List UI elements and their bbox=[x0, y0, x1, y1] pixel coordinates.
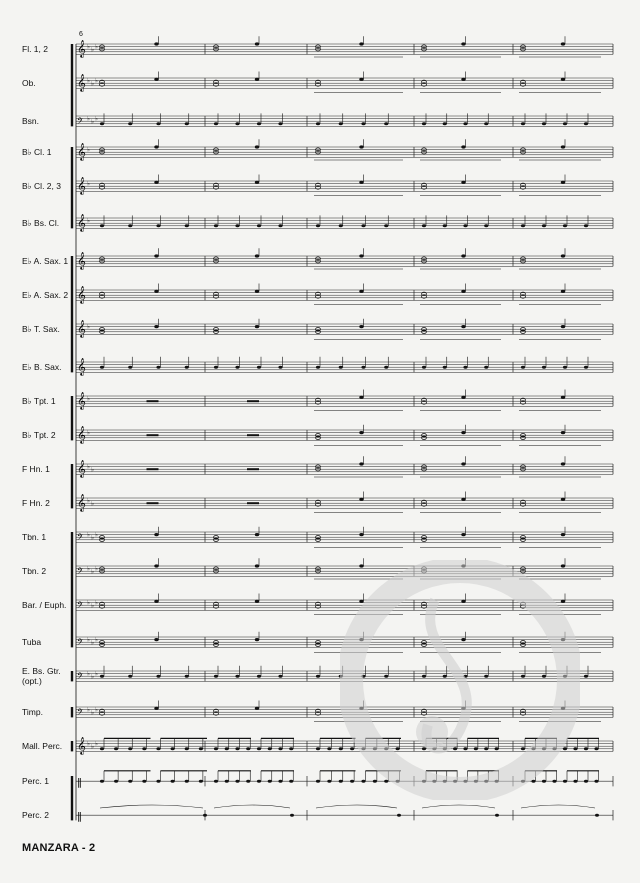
note bbox=[361, 747, 365, 750]
staff bbox=[76, 594, 613, 615]
note bbox=[463, 747, 467, 750]
note bbox=[278, 224, 282, 227]
note bbox=[350, 780, 354, 783]
note bbox=[316, 780, 320, 783]
note bbox=[214, 675, 218, 678]
clef-icon: 𝄞 bbox=[77, 459, 86, 478]
clef-icon: 𝄞 bbox=[77, 251, 86, 270]
note bbox=[214, 366, 218, 369]
note bbox=[443, 747, 447, 750]
flat-icon: ♭ bbox=[87, 740, 90, 748]
note bbox=[289, 747, 293, 750]
staff bbox=[76, 113, 613, 128]
note bbox=[128, 366, 132, 369]
note bbox=[128, 122, 132, 125]
note bbox=[339, 366, 343, 369]
flat-icon: ♭ bbox=[95, 599, 98, 607]
measure-number: 6 bbox=[79, 31, 83, 38]
instrument-label: Tbn. 2 bbox=[22, 566, 47, 577]
note bbox=[542, 675, 546, 678]
note bbox=[573, 747, 577, 750]
staff bbox=[76, 701, 613, 722]
note bbox=[339, 747, 343, 750]
clef-icon: ‖ bbox=[77, 777, 82, 789]
note bbox=[199, 747, 203, 750]
note bbox=[422, 675, 426, 678]
note bbox=[384, 747, 388, 750]
note bbox=[432, 747, 436, 750]
flat-icon: ♭ bbox=[87, 531, 90, 539]
note bbox=[361, 366, 365, 369]
note bbox=[552, 780, 556, 783]
flat-icon: ♭ bbox=[87, 217, 90, 225]
note bbox=[257, 780, 261, 783]
note bbox=[257, 122, 261, 125]
staff bbox=[76, 248, 613, 269]
note bbox=[594, 780, 598, 783]
flat-icon: ♭ bbox=[91, 46, 94, 54]
staff bbox=[76, 771, 613, 789]
note bbox=[156, 366, 160, 369]
staff bbox=[76, 425, 613, 446]
note bbox=[521, 224, 525, 227]
clef-icon: 𝄞 bbox=[77, 391, 86, 410]
flat-icon: ♭ bbox=[87, 706, 90, 714]
flat-icon: ♭ bbox=[91, 709, 94, 717]
flat-icon: ♭ bbox=[91, 500, 94, 508]
instrument-label: Mall. Perc. bbox=[22, 741, 63, 752]
note bbox=[214, 224, 218, 227]
note bbox=[316, 675, 320, 678]
note bbox=[563, 366, 567, 369]
note bbox=[495, 780, 499, 783]
note bbox=[584, 224, 588, 227]
flat-icon: ♭ bbox=[87, 180, 90, 188]
note bbox=[422, 747, 426, 750]
note bbox=[531, 747, 535, 750]
staff bbox=[76, 666, 613, 684]
note bbox=[432, 780, 436, 783]
page-footer: MANZARA - 2 bbox=[22, 842, 96, 854]
instrument-label: B♭ Tpt. 2 bbox=[22, 430, 56, 441]
instrument-label: Bar. / Euph. bbox=[22, 600, 67, 611]
note bbox=[422, 122, 426, 125]
note bbox=[339, 675, 343, 678]
flat-icon: ♭ bbox=[91, 80, 94, 88]
note bbox=[339, 224, 343, 227]
clef-icon: 𝄢 bbox=[77, 601, 84, 613]
flat-icon: ♭ bbox=[87, 395, 90, 403]
staff bbox=[76, 213, 613, 231]
staff bbox=[76, 284, 613, 305]
note bbox=[100, 747, 104, 750]
flat-icon: ♭ bbox=[95, 531, 98, 539]
note bbox=[156, 780, 160, 783]
note bbox=[422, 224, 426, 227]
note bbox=[521, 780, 525, 783]
note bbox=[171, 747, 175, 750]
clef-icon: 𝄞 bbox=[77, 142, 86, 161]
note bbox=[142, 747, 146, 750]
note bbox=[316, 366, 320, 369]
note bbox=[156, 747, 160, 750]
note bbox=[495, 747, 499, 750]
instrument-label: Perc. 1 bbox=[22, 776, 49, 787]
flat-icon: ♭ bbox=[95, 706, 98, 714]
note bbox=[128, 675, 132, 678]
note bbox=[396, 780, 400, 783]
note bbox=[573, 780, 577, 783]
flat-icon: ♭ bbox=[91, 568, 94, 576]
note bbox=[584, 747, 588, 750]
note bbox=[384, 224, 388, 227]
staff bbox=[76, 492, 613, 513]
note bbox=[422, 780, 426, 783]
note bbox=[114, 780, 118, 783]
note bbox=[361, 224, 365, 227]
flat-icon: ♭ bbox=[91, 602, 94, 610]
note bbox=[316, 747, 320, 750]
note bbox=[422, 366, 426, 369]
clef-icon: 𝄢 bbox=[77, 533, 84, 545]
staff bbox=[76, 390, 613, 411]
flat-icon: ♭ bbox=[87, 146, 90, 154]
note bbox=[474, 747, 478, 750]
note bbox=[463, 366, 467, 369]
staff bbox=[76, 139, 613, 160]
flat-icon: ♭ bbox=[91, 118, 94, 126]
staff bbox=[76, 72, 613, 93]
note bbox=[521, 675, 525, 678]
note bbox=[100, 366, 104, 369]
note bbox=[384, 780, 388, 783]
note bbox=[185, 224, 189, 227]
note bbox=[384, 122, 388, 125]
note bbox=[443, 224, 447, 227]
instrument-label: E♭ A. Sax. 1 bbox=[22, 256, 69, 267]
note bbox=[521, 122, 525, 125]
note bbox=[563, 122, 567, 125]
note bbox=[185, 747, 189, 750]
instrument-label: B♭ T. Sax. bbox=[22, 324, 60, 335]
note bbox=[100, 780, 104, 783]
instrument-label: B♭ Tpt. 1 bbox=[22, 396, 56, 407]
instrument-label: Ob. bbox=[22, 78, 36, 89]
note bbox=[443, 122, 447, 125]
note bbox=[257, 224, 261, 227]
flat-icon: ♭ bbox=[95, 115, 98, 123]
clef-icon: 𝄢 bbox=[77, 672, 84, 684]
instrument-label: Timp. bbox=[22, 707, 43, 718]
note bbox=[396, 747, 400, 750]
note bbox=[563, 224, 567, 227]
staff bbox=[76, 558, 613, 579]
clef-icon: 𝄞 bbox=[77, 493, 86, 512]
note bbox=[339, 780, 343, 783]
note bbox=[474, 780, 478, 783]
flat-icon: ♭ bbox=[87, 463, 90, 471]
note bbox=[171, 780, 175, 783]
note bbox=[235, 780, 239, 783]
note bbox=[235, 675, 239, 678]
staff bbox=[76, 632, 613, 653]
clef-icon: 𝄢 bbox=[77, 117, 84, 129]
note bbox=[373, 780, 377, 783]
note bbox=[278, 366, 282, 369]
note bbox=[278, 747, 282, 750]
note bbox=[384, 675, 388, 678]
flat-icon: ♭ bbox=[91, 673, 94, 681]
note bbox=[235, 747, 239, 750]
note bbox=[484, 747, 488, 750]
note bbox=[278, 780, 282, 783]
flat-icon: ♭ bbox=[91, 743, 94, 751]
note bbox=[542, 366, 546, 369]
note bbox=[100, 122, 104, 125]
flat-icon: ♭ bbox=[95, 565, 98, 573]
note bbox=[289, 780, 293, 783]
note bbox=[316, 122, 320, 125]
note bbox=[443, 366, 447, 369]
flat-icon: ♭ bbox=[87, 599, 90, 607]
note bbox=[268, 747, 272, 750]
clef-icon: 𝄞 bbox=[77, 39, 86, 58]
clef-icon: 𝄞 bbox=[77, 73, 86, 92]
note bbox=[361, 675, 365, 678]
note bbox=[542, 224, 546, 227]
staff bbox=[76, 527, 613, 548]
note bbox=[443, 675, 447, 678]
flat-icon: ♭ bbox=[87, 636, 90, 644]
staff bbox=[76, 456, 613, 477]
note bbox=[361, 780, 365, 783]
instrument-label: Tuba bbox=[22, 637, 42, 648]
note bbox=[185, 675, 189, 678]
note bbox=[542, 780, 546, 783]
note bbox=[531, 780, 535, 783]
instrument-label: Fl. 1, 2 bbox=[22, 44, 48, 55]
note bbox=[361, 122, 365, 125]
note bbox=[128, 747, 132, 750]
instrument-label: B♭ Cl. 1 bbox=[22, 147, 52, 158]
instrument-label: Perc. 2 bbox=[22, 810, 49, 821]
note bbox=[156, 675, 160, 678]
note bbox=[278, 122, 282, 125]
clef-icon: 𝄞 bbox=[77, 285, 86, 304]
note bbox=[128, 780, 132, 783]
note bbox=[443, 780, 447, 783]
note bbox=[257, 366, 261, 369]
note bbox=[463, 780, 467, 783]
note bbox=[563, 675, 567, 678]
note bbox=[316, 224, 320, 227]
note bbox=[278, 675, 282, 678]
note bbox=[100, 224, 104, 227]
clef-icon: 𝄞 bbox=[77, 736, 86, 755]
flat-icon: ♭ bbox=[95, 636, 98, 644]
flat-icon: ♭ bbox=[87, 565, 90, 573]
note bbox=[214, 747, 218, 750]
note bbox=[463, 675, 467, 678]
note bbox=[563, 780, 567, 783]
note bbox=[185, 122, 189, 125]
staff bbox=[76, 175, 613, 196]
clef-icon: 𝄞 bbox=[77, 213, 86, 232]
note bbox=[373, 747, 377, 750]
instrument-label: B♭ Cl. 2, 3 bbox=[22, 181, 61, 192]
flat-icon: ♭ bbox=[87, 497, 90, 505]
note bbox=[484, 224, 488, 227]
clef-icon: ‖ bbox=[77, 811, 82, 823]
flat-icon: ♭ bbox=[87, 43, 90, 51]
flat-icon: ♭ bbox=[91, 534, 94, 542]
note bbox=[185, 780, 189, 783]
note bbox=[327, 780, 331, 783]
flat-icon: ♭ bbox=[95, 740, 98, 748]
note bbox=[199, 780, 203, 783]
note bbox=[268, 780, 272, 783]
note bbox=[350, 747, 354, 750]
note bbox=[521, 747, 525, 750]
note bbox=[114, 747, 118, 750]
note bbox=[584, 122, 588, 125]
note bbox=[257, 747, 261, 750]
flat-icon: ♭ bbox=[87, 77, 90, 85]
note bbox=[257, 675, 261, 678]
note bbox=[214, 122, 218, 125]
instrument-label: E. Bs. Gtr. (opt.) bbox=[22, 666, 61, 687]
instrument-label: Bsn. bbox=[22, 116, 40, 127]
note bbox=[246, 780, 250, 783]
instrument-label: E♭ A. Sax. 2 bbox=[22, 290, 69, 301]
note bbox=[142, 780, 146, 783]
instrument-label: B♭ Bs. Cl. bbox=[22, 218, 60, 229]
clef-icon: 𝄢 bbox=[77, 638, 84, 650]
staff bbox=[76, 736, 613, 754]
flat-icon: ♭ bbox=[91, 466, 94, 474]
note bbox=[246, 747, 250, 750]
flat-icon: ♭ bbox=[95, 43, 98, 51]
note bbox=[453, 747, 457, 750]
note bbox=[225, 780, 229, 783]
note bbox=[484, 122, 488, 125]
clef-icon: 𝄞 bbox=[77, 425, 86, 444]
flat-icon: ♭ bbox=[87, 670, 90, 678]
flat-icon: ♭ bbox=[87, 323, 90, 331]
flat-icon: ♭ bbox=[87, 115, 90, 123]
note bbox=[235, 122, 239, 125]
instrument-label: F Hn. 2 bbox=[22, 498, 50, 509]
note bbox=[128, 224, 132, 227]
note bbox=[484, 780, 488, 783]
note bbox=[484, 366, 488, 369]
note bbox=[327, 747, 331, 750]
note bbox=[584, 366, 588, 369]
clef-icon: 𝄞 bbox=[77, 176, 86, 195]
note bbox=[100, 675, 104, 678]
note bbox=[563, 747, 567, 750]
flat-icon: ♭ bbox=[95, 670, 98, 678]
flat-icon: ♭ bbox=[95, 77, 98, 85]
note bbox=[235, 224, 239, 227]
clef-icon: 𝄢 bbox=[77, 567, 84, 579]
staff bbox=[76, 805, 613, 822]
note bbox=[339, 122, 343, 125]
clef-icon: 𝄞 bbox=[77, 357, 86, 376]
note bbox=[453, 780, 457, 783]
note bbox=[463, 224, 467, 227]
staff bbox=[76, 36, 613, 57]
note bbox=[542, 122, 546, 125]
note bbox=[521, 366, 525, 369]
note bbox=[463, 122, 467, 125]
note bbox=[594, 747, 598, 750]
note bbox=[584, 675, 588, 678]
note bbox=[156, 224, 160, 227]
note bbox=[384, 366, 388, 369]
note bbox=[214, 780, 218, 783]
note bbox=[235, 366, 239, 369]
instrument-label: E♭ B. Sax. bbox=[22, 362, 62, 373]
clef-icon: 𝄞 bbox=[77, 319, 86, 338]
flat-icon: ♭ bbox=[91, 639, 94, 647]
flat-icon: ♭ bbox=[87, 429, 90, 437]
note bbox=[584, 780, 588, 783]
staff bbox=[76, 357, 613, 376]
note bbox=[156, 122, 160, 125]
note bbox=[552, 747, 556, 750]
instrument-label: Tbn. 1 bbox=[22, 532, 47, 543]
staff bbox=[76, 319, 613, 340]
note bbox=[484, 675, 488, 678]
note bbox=[542, 747, 546, 750]
note bbox=[185, 366, 189, 369]
clef-icon: 𝄢 bbox=[77, 708, 84, 720]
note bbox=[225, 747, 229, 750]
instrument-label: F Hn. 1 bbox=[22, 464, 50, 475]
